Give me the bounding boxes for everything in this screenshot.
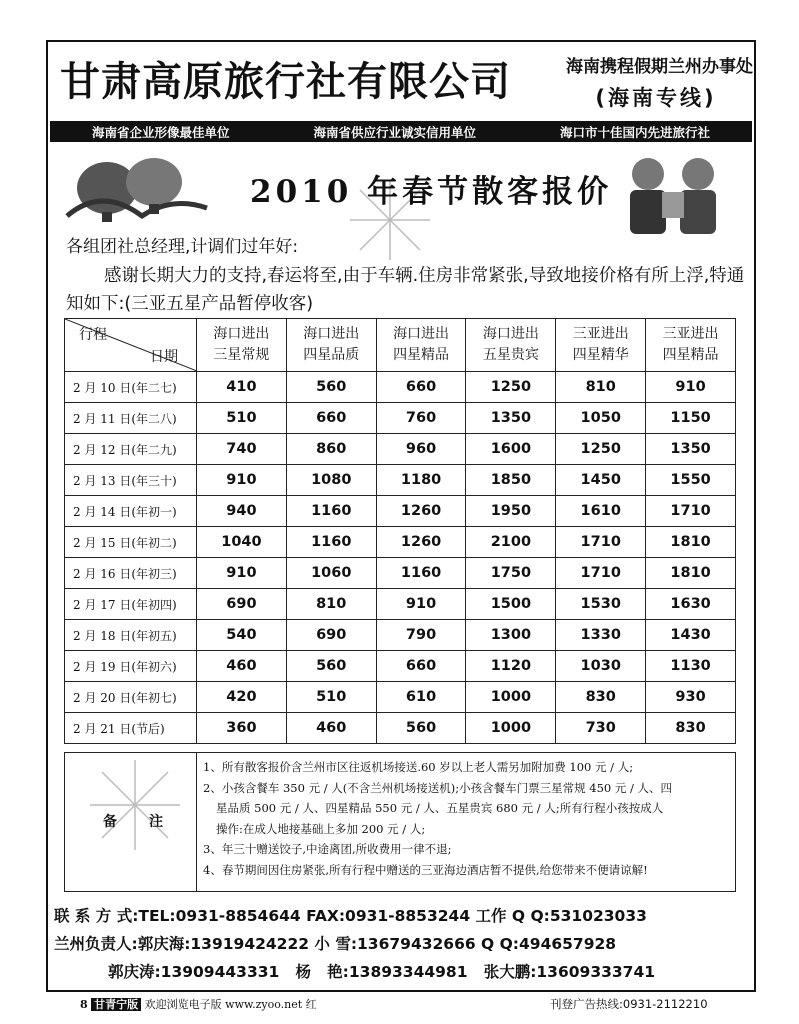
- price-cell: 940: [197, 496, 287, 527]
- table-row: [65, 372, 736, 403]
- price-cell: 460: [286, 713, 376, 744]
- note-line: 2、小孩含餐车 350 元 / 人(不含兰州机场接送机);小孩含餐车门票三星常规 450 元 / 人、四: [203, 780, 673, 795]
- note-line: 操作:在成人地接基础上多加 200 元 / 人;: [216, 821, 426, 836]
- price-cell: 810: [286, 589, 376, 620]
- price-cell: 1000: [466, 682, 556, 713]
- price-cell: 1250: [466, 372, 556, 403]
- price-cell: 560: [286, 372, 376, 403]
- price-cell: 1500: [466, 589, 556, 620]
- date-cell: 2 月 17 日(年初四): [65, 589, 197, 620]
- price-cell: 730: [556, 713, 646, 744]
- ad-hotline: 刊登广告热线:0931-2112210: [550, 997, 708, 1011]
- table-row: [65, 465, 736, 496]
- table-row: [65, 527, 736, 558]
- color-mark: 红: [305, 998, 317, 1011]
- price-cell: 460: [197, 651, 287, 682]
- price-cell: 1080: [286, 465, 376, 496]
- price-cell: 1250: [556, 434, 646, 465]
- price-table: [64, 318, 736, 744]
- note-line: 3、年三十赠送饺子,中途离团,所收费用一律不退;: [203, 842, 452, 857]
- notes-label-char: 注: [149, 814, 163, 830]
- welcome-text: 欢迎浏览电子版 www.zyoo.net: [144, 998, 303, 1011]
- price-cell: 540: [197, 620, 287, 651]
- col-header: 海口进出 三星常规: [197, 319, 287, 372]
- col-header: 三亚进出 四星精品: [646, 319, 736, 372]
- date-cell: 2 月 19 日(年初六): [65, 651, 197, 682]
- date-cell: 2 月 18 日(年初五): [65, 620, 197, 651]
- price-cell: 1120: [466, 651, 556, 682]
- edition-tag: 甘青宁版: [91, 998, 141, 1011]
- table-row: [65, 558, 736, 589]
- price-cell: 1710: [646, 496, 736, 527]
- note-line: 星品质 500 元 / 人、四星精品 550 元 / 人、五星贵宾 680 元 / 人;所有行程小孩按成人: [216, 801, 664, 816]
- note-line: 1、所有散客报价含兰州市区往返机场接送.60 岁以上老人需另加附加费 100 元 / 人;: [203, 760, 634, 774]
- price-cell: 1040: [197, 527, 287, 558]
- price-cell: 860: [286, 434, 376, 465]
- notes-label-cell: [65, 753, 197, 891]
- price-cell: 830: [556, 682, 646, 713]
- price-cell: 1030: [556, 651, 646, 682]
- table-row: [65, 651, 736, 682]
- price-cell: 1850: [466, 465, 556, 496]
- table-row: [65, 620, 736, 651]
- price-cell: 360: [197, 713, 287, 744]
- price-cell: 1810: [646, 558, 736, 589]
- price-cell: 1130: [646, 651, 736, 682]
- price-cell: 1000: [466, 713, 556, 744]
- footer-bar: [80, 996, 340, 1012]
- date-cell: 2 月 14 日(年初一): [65, 496, 197, 527]
- price-cell: 1350: [466, 403, 556, 434]
- date-cell: 2 月 10 日(年二七): [65, 372, 197, 403]
- price-cell: 690: [197, 589, 287, 620]
- notes-box: [64, 752, 736, 892]
- date-cell: 2 月 13 日(年三十): [65, 465, 197, 496]
- date-cell: 2 月 11 日(年二八): [65, 403, 197, 434]
- contact-line: 兰州负责人:郭庆海:13919424222 小 雪:13679432666 Q Q:494657928: [54, 935, 617, 953]
- price-cell: 790: [376, 620, 466, 651]
- contact-line: 联 系 方 式:TEL:0931-8854644 FAX:0931-8853244 工作 Q Q:531023033: [54, 907, 647, 925]
- price-cell: 1150: [646, 403, 736, 434]
- price-cell: 560: [286, 651, 376, 682]
- price-cell: 1600: [466, 434, 556, 465]
- date-cell: 2 月 21 日(节后): [65, 713, 197, 744]
- price-cell: 510: [197, 403, 287, 434]
- price-cell: 1060: [286, 558, 376, 589]
- price-cell: 1530: [556, 589, 646, 620]
- price-cell: 1050: [556, 403, 646, 434]
- price-cell: 1260: [376, 496, 466, 527]
- company-name: 甘肃高原旅行社有限公司: [60, 59, 511, 105]
- price-cell: 1450: [556, 465, 646, 496]
- price-cell: 1300: [466, 620, 556, 651]
- greeting: 各组团社总经理,计调们过年好:: [66, 237, 299, 257]
- corner-bottom: 日期: [150, 349, 178, 365]
- intro-body: 感谢长期大力的支持,春运将至,由于车辆.住房非常紧张,导致地接价格有所上浮,特通知如下:(三亚五星产品暂停收客): [66, 266, 745, 314]
- office-name: 海南携程假期兰州办事处: [566, 57, 753, 77]
- price-cell: 810: [556, 372, 646, 403]
- corner-top: 行程: [79, 327, 107, 343]
- col-header: 海口进出 四星精品: [376, 319, 466, 372]
- date-cell: 2 月 20 日(年初七): [65, 682, 197, 713]
- corner-header: [65, 319, 197, 372]
- price-cell: 1710: [556, 558, 646, 589]
- price-cell: 910: [376, 589, 466, 620]
- price-cell: 760: [376, 403, 466, 434]
- price-cell: 410: [197, 372, 287, 403]
- table-row: [65, 434, 736, 465]
- price-cell: 1550: [646, 465, 736, 496]
- price-cell: 660: [376, 651, 466, 682]
- price-cell: 610: [376, 682, 466, 713]
- price-cell: 510: [286, 682, 376, 713]
- table-row: [65, 589, 736, 620]
- price-cell: 910: [197, 465, 287, 496]
- honor-item: 海南省供应行业诚实信用单位: [313, 124, 476, 140]
- price-cell: 660: [286, 403, 376, 434]
- contact-line: 郭庆涛:13909443331 杨 艳:13893344981 张大鹏:13609333741: [54, 963, 656, 981]
- price-cell: 1950: [466, 496, 556, 527]
- col-header: 海口进出 四星品质: [286, 319, 376, 372]
- festive-children-icon: [618, 150, 730, 240]
- price-cell: 1350: [646, 434, 736, 465]
- price-cell: 2100: [466, 527, 556, 558]
- line-name: (海南专线): [595, 86, 717, 110]
- notes-body: [203, 757, 733, 881]
- col-header: 海口进出 五星贵宾: [466, 319, 556, 372]
- banner-title: 2010 年春节散客报价: [250, 174, 613, 210]
- honor-item: 海南省企业形像最佳单位: [91, 124, 230, 140]
- price-cell: 1330: [556, 620, 646, 651]
- notes-label-char: 备: [103, 814, 117, 830]
- price-cell: 740: [197, 434, 287, 465]
- honor-item: 海口市十佳国内先进旅行社: [559, 124, 710, 140]
- note-line: 4、春节期间因住房紧张,所有行程中赠送的三亚海边酒店暂不提供,给您带来不便请谅解!: [203, 862, 648, 877]
- price-cell: 1750: [466, 558, 556, 589]
- col-header: 三亚进出 四星精华: [556, 319, 646, 372]
- table-row: [65, 682, 736, 713]
- price-cell: 910: [646, 372, 736, 403]
- price-cell: 1160: [286, 496, 376, 527]
- price-cell: 560: [376, 713, 466, 744]
- price-cell: 660: [376, 372, 466, 403]
- price-cell: 1260: [376, 527, 466, 558]
- intro-text: [66, 262, 746, 318]
- date-cell: 2 月 12 日(年二九): [65, 434, 197, 465]
- table-row: [65, 496, 736, 527]
- price-cell: 1180: [376, 465, 466, 496]
- lantern-icon: [62, 146, 212, 226]
- honors-bar: [50, 121, 752, 142]
- price-cell: 960: [376, 434, 466, 465]
- price-cell: 1710: [556, 527, 646, 558]
- page-number: 8: [80, 998, 88, 1011]
- date-cell: 2 月 15 日(年初二): [65, 527, 197, 558]
- price-cell: 690: [286, 620, 376, 651]
- table-row: [65, 713, 736, 744]
- price-cell: 1630: [646, 589, 736, 620]
- price-cell: 830: [646, 713, 736, 744]
- price-cell: 1610: [556, 496, 646, 527]
- price-cell: 1160: [286, 527, 376, 558]
- price-cell: 1810: [646, 527, 736, 558]
- price-cell: 420: [197, 682, 287, 713]
- table-row: [65, 403, 736, 434]
- price-cell: 1430: [646, 620, 736, 651]
- price-cell: 910: [197, 558, 287, 589]
- date-cell: 2 月 16 日(年初三): [65, 558, 197, 589]
- price-cell: 1160: [376, 558, 466, 589]
- price-cell: 930: [646, 682, 736, 713]
